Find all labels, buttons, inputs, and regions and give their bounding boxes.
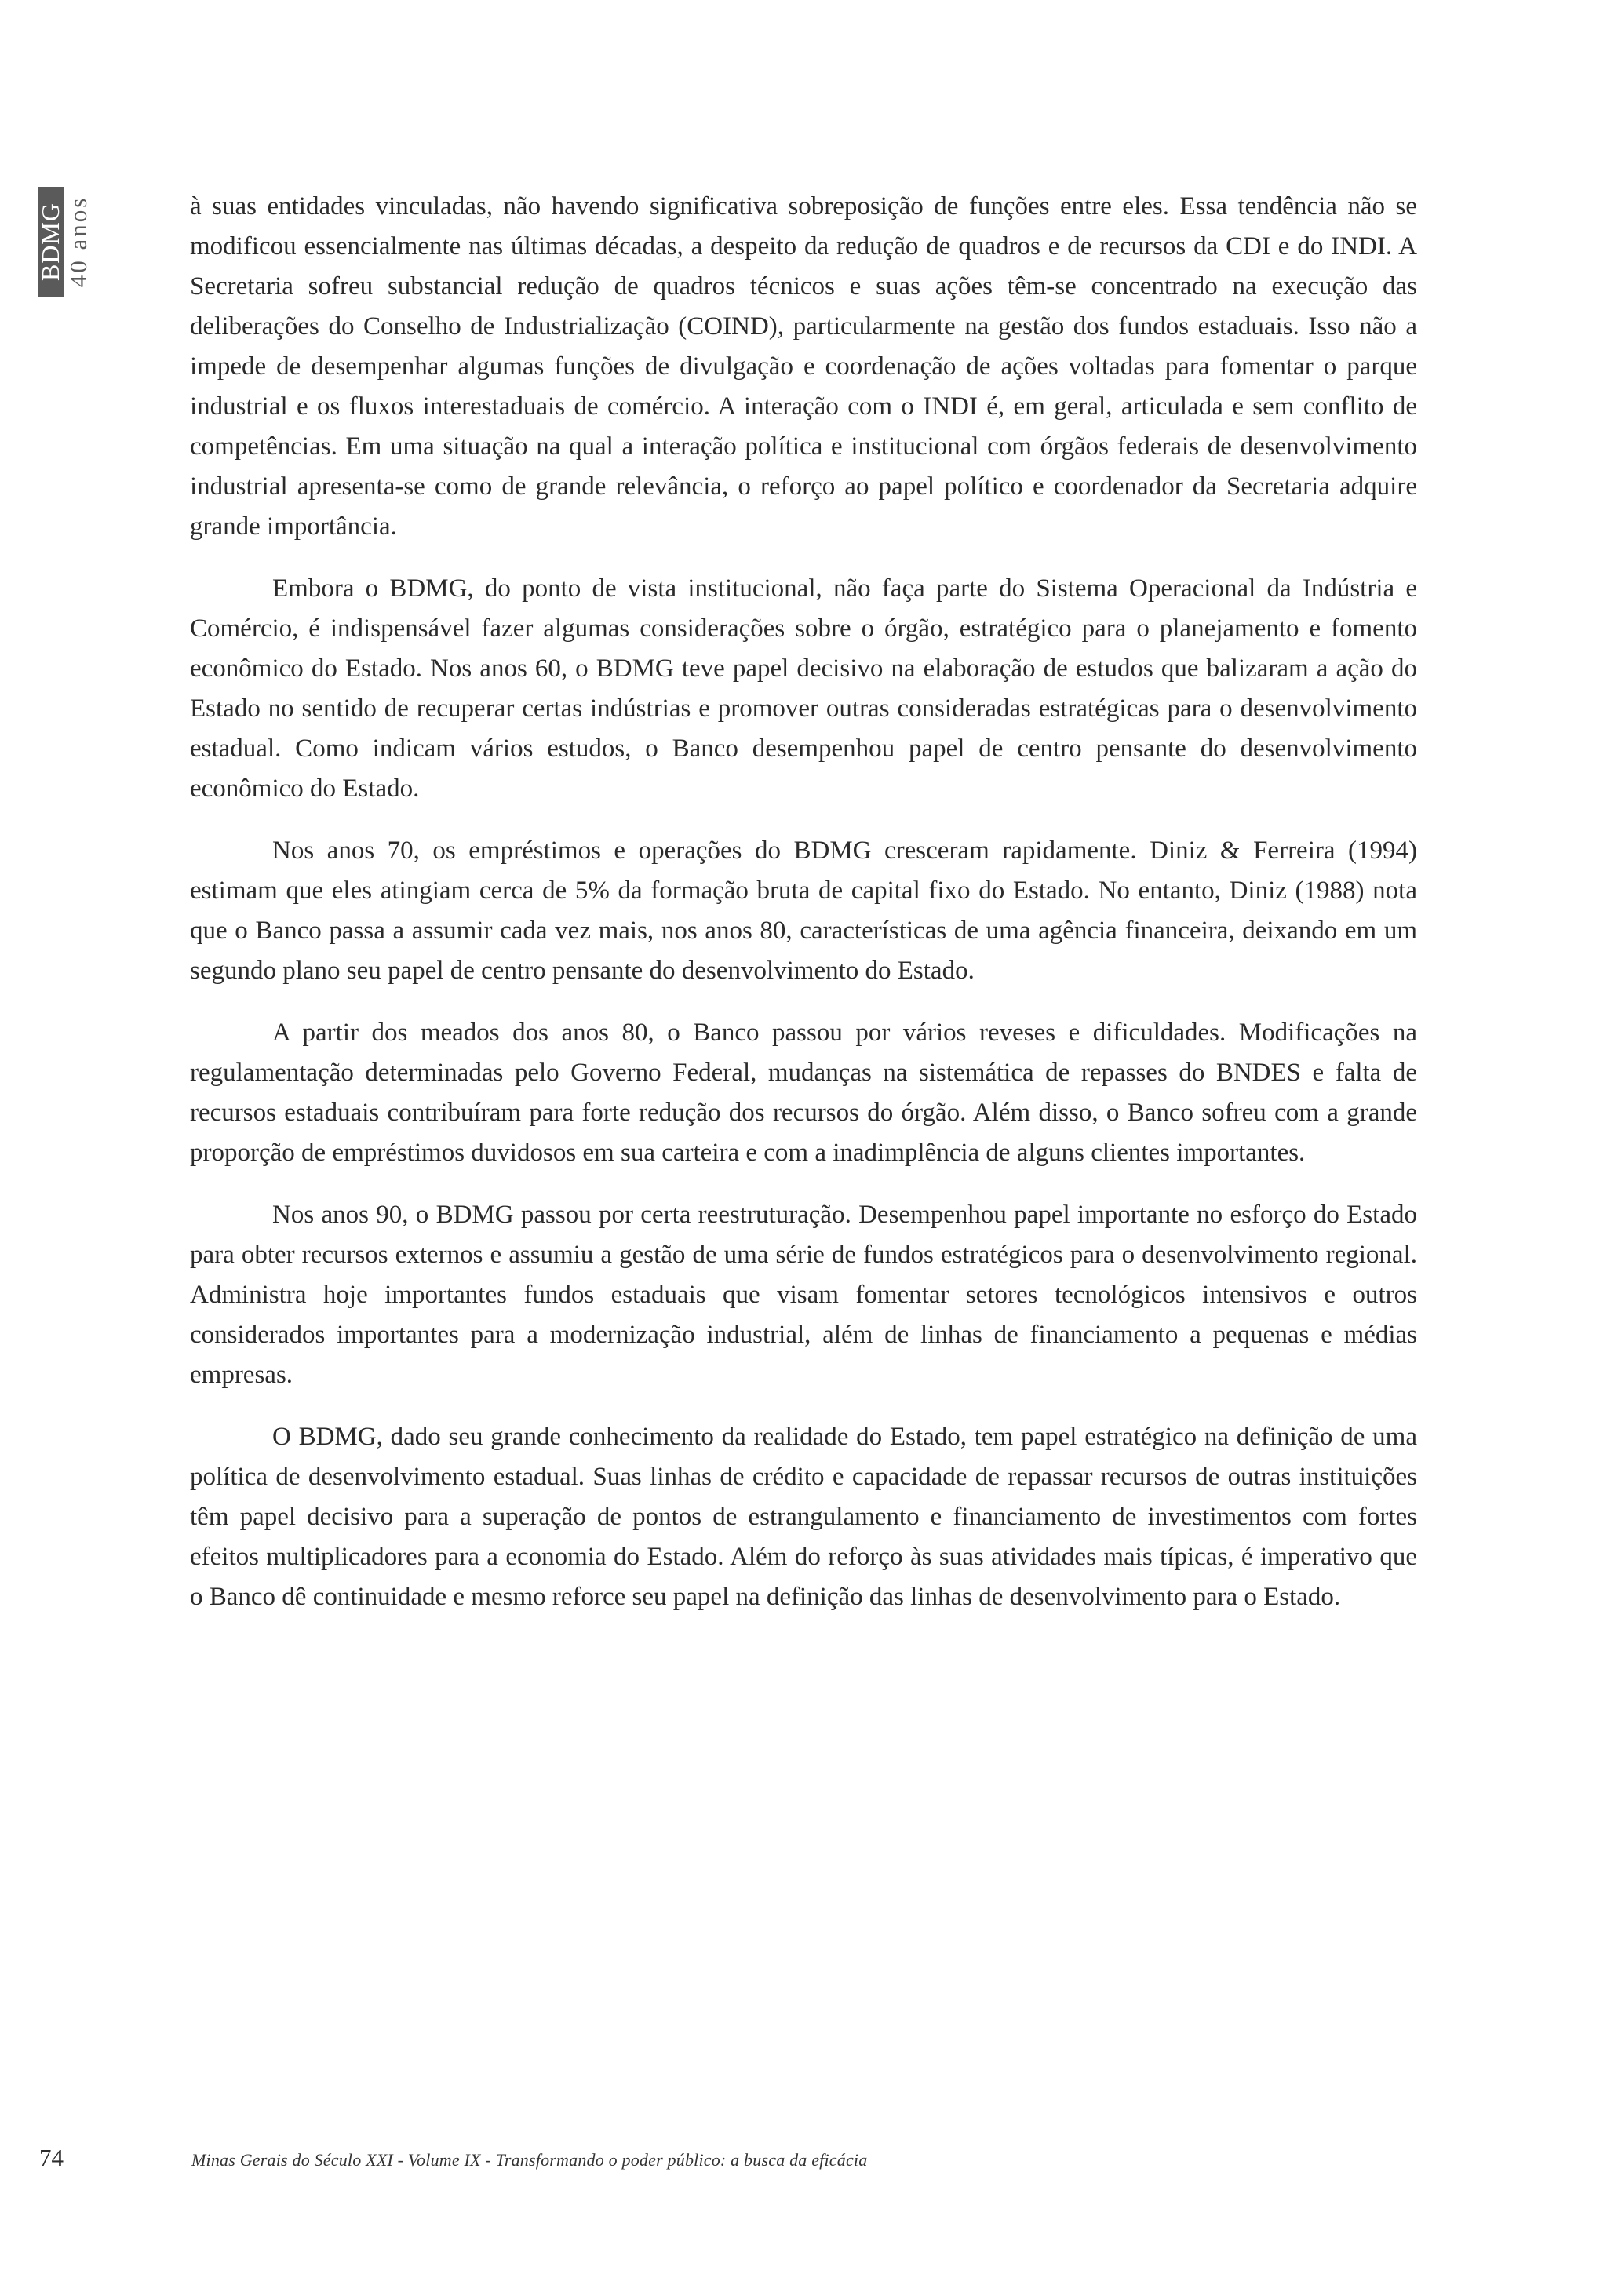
paragraph-3: Nos anos 70, os empréstimos e operações do BDMG cresceram rapidamente. Diniz & Ferreira (1994) estimam que eles atingiam cerca de 5% da formação bruta de capital fixo do Estado. No entanto, Diniz (1988) nota que o Banco passa a assumir cada vez mais, nos anos 80, características de uma agência financeira, deixando em um segundo plano seu papel de centro pensante do desenvolvimento do Estado.	[190, 836, 1417, 985]
paragraph-2: Embora o BDMG, do ponto de vista institucional, não faça parte do Sistema Operacional da Indústria e Comércio, é indispensável fazer algumas considerações sobre o órgão, estratégico para o planejamento e fomento econômico do Estado. Nos anos 60, o BDMG teve papel decisivo na elaboração de estudos que balizaram a ação do Estado no sentido de recuperar certas indústrias e promover outras consideradas estratégicas para o desenvolvimento estadual. Como indicam vários estudos, o Banco desempenhou papel de centro pensante do desenvolvimento econômico do Estado.	[190, 574, 1417, 803]
paragraph-5: Nos anos 90, o BDMG passou por certa reestruturação. Desempenhou papel importante no esforço do Estado para obter recursos externos e assumiu a gestão de uma série de fundos estratégicos para o desenvolvimento regional. Administra hoje importantes fundos estaduais que visam fomentar setores tecnológicos intensivos e outros considerados importantes para a modernização industrial, além de linhas de financiamento a pequenas e médias empresas.	[190, 1201, 1417, 1389]
page-number: 74	[39, 2144, 64, 2171]
paragraph-6: O BDMG, dado seu grande conhecimento da realidade do Estado, tem papel estratégico na definição de uma política de desenvolvimento estadual. Suas linhas de crédito e capacidade de repassar recursos de outras instituições têm papel decisivo para a superação de pontos de estrangulamento e financiamento de investimentos com fortes efeitos multiplicadores para a economia do Estado. Além do reforço às suas atividades mais típicas, é imperativo que o Banco dê continuidade e mesmo reforce seu papel na definição das linhas de desenvolvimento para o Estado.	[190, 1423, 1417, 1611]
logo-brand: BDMG	[38, 187, 64, 297]
side-logo	[38, 187, 108, 297]
running-title: Minas Gerais do Século XXI - Volume IX - Transformando o poder público: a busca da eficácia	[191, 2150, 868, 2170]
logo-subtitle: 40 anos	[64, 195, 92, 288]
paragraph-1: à suas entidades vinculadas, não havendo significativa sobreposição de funções entre eles. Essa tendência não se modificou essencialmente nas últimas décadas, a despeito da redução de quadros e de recursos da CDI e do INDI. A Secretaria sofreu substancial redução de quadros técnicos e suas ações têm-se concentrado na execução das deliberações do Conselho de Industrialização (COIND), particularmente na gestão dos fundos estaduais. Isso não a impede de desempenhar algumas funções de divulgação e coordenação de ações voltadas para fomentar o parque industrial e os fluxos interestaduais de comércio. A interação com o INDI é, em geral, articulada e sem conflito de competências. Em uma situação na qual a interação política e institucional com órgãos federais de desenvolvimento industrial apresenta-se como de grande relevância, o reforço ao papel político e coordenador da Secretaria adquire grande importância.	[190, 192, 1417, 541]
body-text	[190, 187, 1417, 1639]
paragraph-4: A partir dos meados dos anos 80, o Banco passou por vários reveses e dificuldades. Modificações na regulamentação determinadas pelo Governo Federal, mudanças na sistemática de repasses do BNDES e falta de recursos estaduais contribuíram para forte redução dos recursos do órgão. Além disso, o Banco sofreu com a grande proporção de empréstimos duvidosos em sua carteira e com a inadimplência de alguns clientes importantes.	[190, 1019, 1417, 1167]
